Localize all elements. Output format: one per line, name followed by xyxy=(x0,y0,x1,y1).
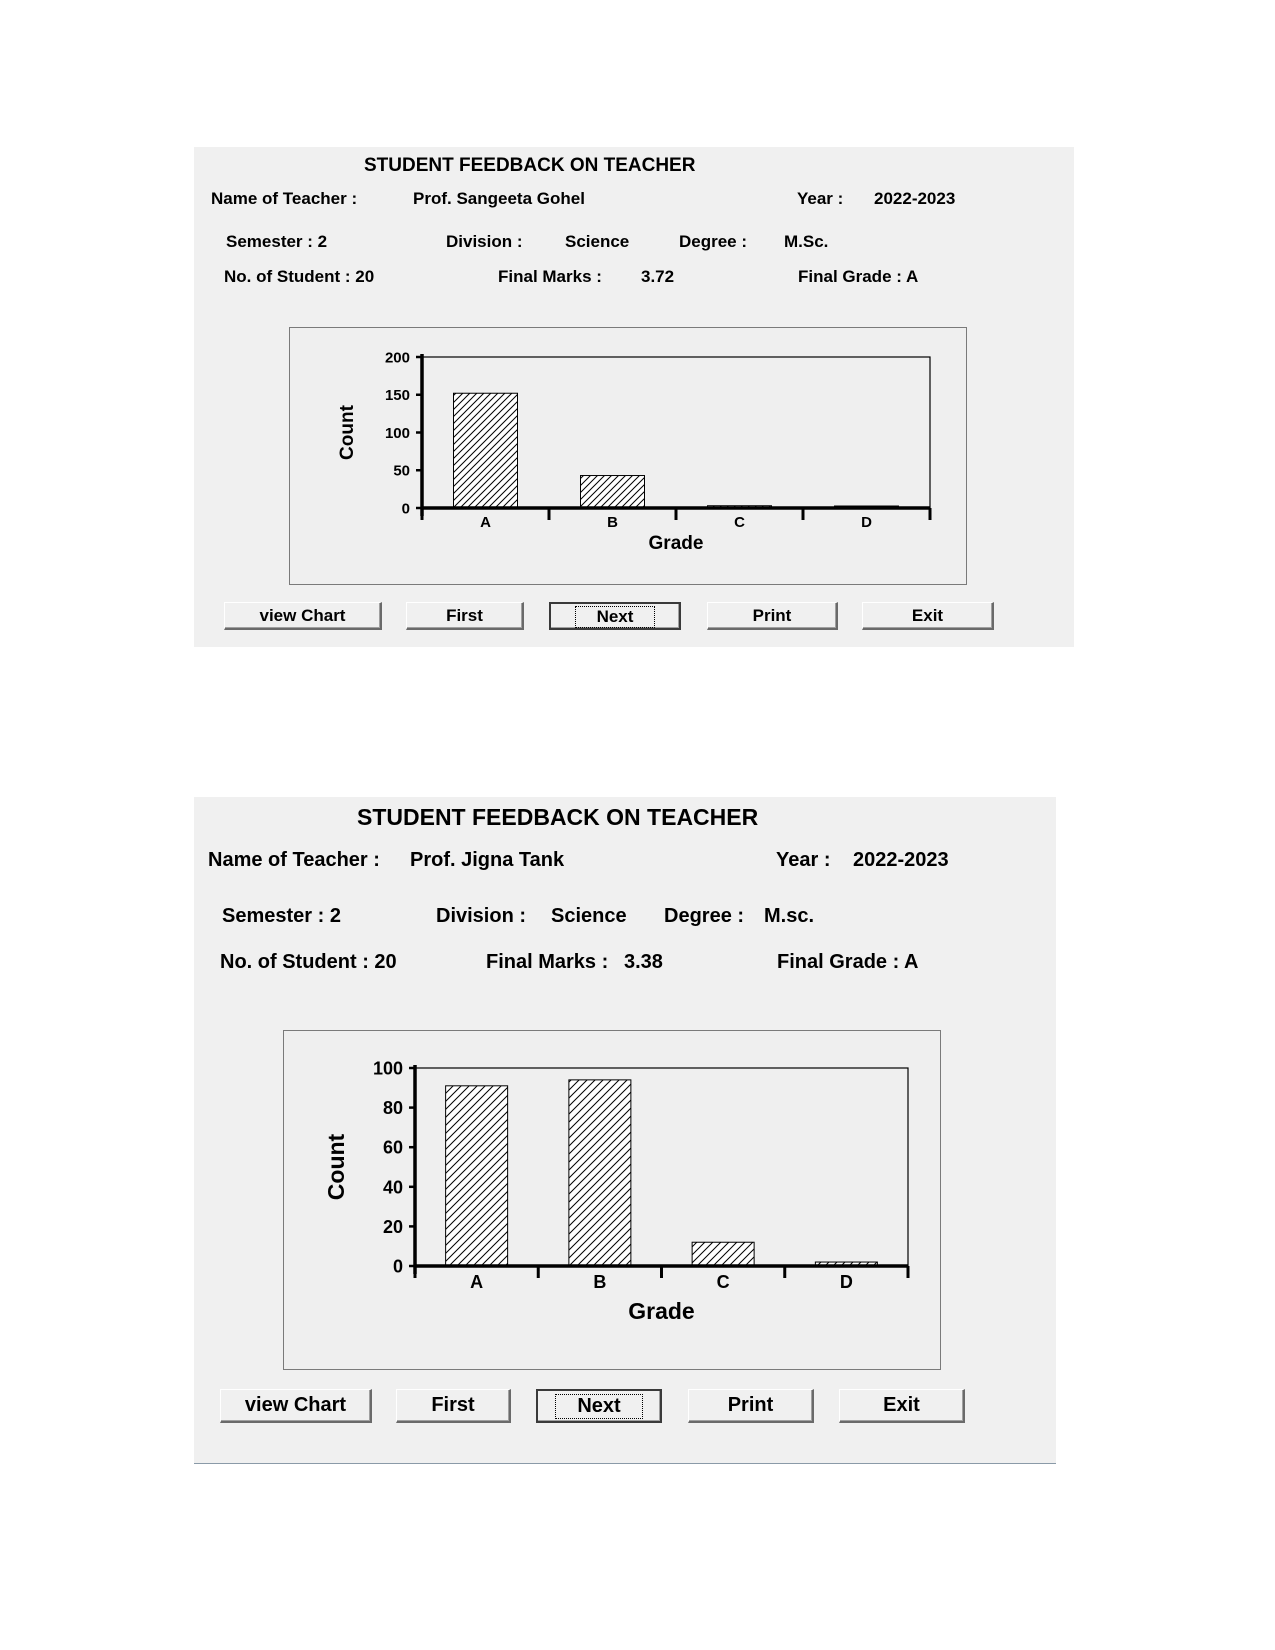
final-marks-label: Final Marks : xyxy=(498,267,602,286)
next-button[interactable] xyxy=(536,1389,662,1423)
teacher-label: Name of Teacher : xyxy=(211,189,358,208)
students-text: No. of Student : 20 xyxy=(224,267,375,286)
final-grade-text: Final Grade : A xyxy=(777,951,919,973)
x-tick-label: B xyxy=(593,1272,607,1292)
x-tick-label: A xyxy=(480,514,491,531)
semester-text: Semester : 2 xyxy=(226,232,328,251)
next-label: Next xyxy=(577,608,654,626)
exit-label: Exit xyxy=(883,1394,920,1416)
x-axis-title: Grade xyxy=(628,1298,695,1324)
x-tick-label: C xyxy=(716,1272,730,1292)
division-label: Division : xyxy=(436,905,527,927)
view-chart-label: view Chart xyxy=(244,1394,347,1416)
next-label: Next xyxy=(557,1396,640,1417)
degree-value: M.Sc. xyxy=(784,232,829,251)
view-chart-label: view Chart xyxy=(259,606,346,625)
year-label: Year : xyxy=(776,849,831,871)
x-tick-label: D xyxy=(839,1272,853,1292)
y-tick-label: 200 xyxy=(384,349,410,367)
y-tick-label: 0 xyxy=(392,1256,403,1277)
degree-label: Degree : xyxy=(679,232,748,251)
division-value: Science xyxy=(551,905,627,927)
final-marks-value: 3.38 xyxy=(624,951,663,973)
first-button[interactable] xyxy=(396,1389,511,1423)
print-label: Print xyxy=(727,1394,774,1416)
next-button[interactable] xyxy=(549,602,681,630)
exit-button[interactable] xyxy=(862,602,994,630)
teacher-name: Prof. Jigna Tank xyxy=(410,849,565,871)
bar-A xyxy=(454,393,518,508)
first-label: First xyxy=(446,606,483,625)
y-tick-label: 0 xyxy=(401,500,410,518)
view-chart-button[interactable] xyxy=(224,602,382,630)
x-tick-label: B xyxy=(607,514,618,531)
y-tick-label: 80 xyxy=(382,1098,403,1119)
year-label: Year : xyxy=(797,189,844,208)
final-grade-text: Final Grade : A xyxy=(798,267,919,286)
grade-bar-chart xyxy=(284,1031,940,1369)
teacher-label: Name of Teacher : xyxy=(208,849,380,871)
year-value: 2022-2023 xyxy=(853,849,949,871)
x-tick-label: C xyxy=(734,514,745,531)
x-tick-label: D xyxy=(861,514,872,531)
y-tick-label: 50 xyxy=(393,462,410,480)
grade-chart-frame xyxy=(283,1030,941,1370)
y-tick-label: 100 xyxy=(372,1058,403,1079)
print-button[interactable] xyxy=(707,602,838,630)
print-label: Print xyxy=(752,606,792,625)
division-value: Science xyxy=(565,232,630,251)
degree-label: Degree : xyxy=(664,905,745,927)
y-axis-title: Count xyxy=(337,405,358,460)
students-text: No. of Student : 20 xyxy=(220,951,397,973)
exit-button[interactable] xyxy=(839,1389,965,1423)
form-title: STUDENT FEEDBACK ON TEACHER xyxy=(357,804,759,830)
final-marks-value: 3.72 xyxy=(641,267,675,286)
bar-C xyxy=(692,1242,754,1266)
view-chart-button[interactable] xyxy=(220,1389,372,1423)
grade-chart-frame xyxy=(289,327,967,585)
bar-B xyxy=(569,1080,631,1266)
bar-B xyxy=(581,476,645,508)
exit-label: Exit xyxy=(911,606,944,625)
final-marks-label: Final Marks : xyxy=(486,951,609,973)
x-axis-title: Grade xyxy=(648,533,704,554)
teacher-name: Prof. Sangeeta Gohel xyxy=(413,189,585,208)
y-tick-label: 100 xyxy=(384,424,410,442)
semester-text: Semester : 2 xyxy=(222,905,341,927)
form-title: STUDENT FEEDBACK ON TEACHER xyxy=(364,155,696,176)
y-tick-label: 20 xyxy=(382,1216,403,1237)
grade-bar-chart xyxy=(290,328,966,584)
first-label: First xyxy=(431,1394,475,1416)
y-tick-label: 60 xyxy=(382,1137,403,1158)
degree-value: M.sc. xyxy=(764,905,815,927)
y-tick-label: 40 xyxy=(382,1177,403,1198)
x-tick-label: A xyxy=(470,1272,484,1292)
y-tick-label: 150 xyxy=(384,387,410,405)
feedback-form-1 xyxy=(194,147,1074,647)
feedback-form-2 xyxy=(194,797,1056,1464)
y-axis-title: Count xyxy=(323,1133,349,1201)
first-button[interactable] xyxy=(406,602,524,630)
division-label: Division : xyxy=(446,232,523,251)
year-value: 2022-2023 xyxy=(874,189,956,208)
print-button[interactable] xyxy=(688,1389,814,1423)
bar-A xyxy=(446,1086,508,1266)
